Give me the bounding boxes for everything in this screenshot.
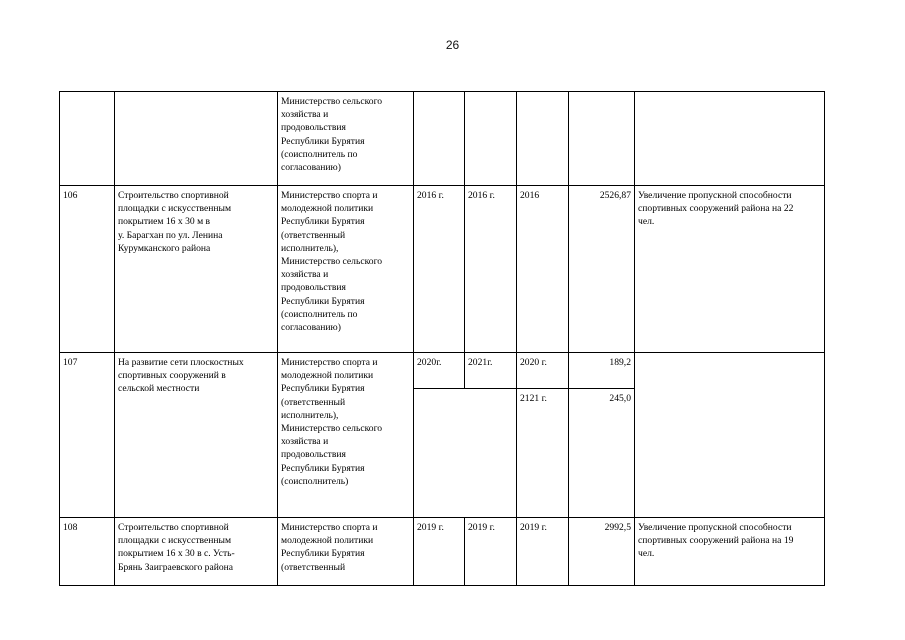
event-name-cell: Строительство спортивной площадки с искусственным покрытием 16 х 30 м в у. Барагхан по ул. Ленина Курумканского района [115,186,278,353]
empty-date-cell [414,389,517,518]
amount-cell: 189,2 [569,353,635,389]
event-name-cell [115,92,278,186]
executor-cell: Министерство спорта и молодежной политики Республики Бурятия (ответственный исполнитель), Министерство сельского хозяйства и продовольствия Республики Бурятия (соисполнитель по согласованию) [278,186,414,353]
executor-cell: Министерство спорта и молодежной политики Республики Бурятия (ответственный [278,518,414,586]
result-cell: Увеличение пропускной способности спортивных сооружений района на 19 чел. [635,518,825,586]
row-number-cell: 108 [60,518,115,586]
amount-cell [569,92,635,186]
start-date-cell: 2016 г. [414,186,465,353]
table-row [60,92,825,186]
amount-cell: 2526,87 [569,186,635,353]
event-name-cell: Строительство спортивной площадки с искусственным покрытием 16 х 30 в с. Усть- Брянь Заиграевского района [115,518,278,586]
end-date-cell [465,92,517,186]
year-cell: 2016 [517,186,569,353]
start-date-cell [414,92,465,186]
amount-cell: 2992,5 [569,518,635,586]
page-number: 26 [445,38,460,52]
year-cell: 2019 г. [517,518,569,586]
result-cell [635,92,825,186]
row-number-cell [60,92,115,186]
executor-cell: Министерство сельского хозяйства и продовольствия Республики Бурятия (соисполнитель по согласованию) [278,92,414,186]
start-date-cell: 2019 г. [414,518,465,586]
table-row [60,518,825,586]
end-date-cell: 2019 г. [465,518,517,586]
start-date-cell: 2020г. [414,353,465,389]
program-table [59,91,825,586]
end-date-cell: 2016 г. [465,186,517,353]
amount-cell: 245,0 [569,389,635,518]
year-cell [517,92,569,186]
event-name-cell: На развитие сети плоскостных спортивных сооружений в сельской местности [115,353,278,518]
row-number-cell: 106 [60,186,115,353]
result-cell [635,353,825,518]
end-date-cell: 2021г. [465,353,517,389]
year-cell: 2121 г. [517,389,569,518]
result-cell: Увеличение пропускной способности спортивных сооружений района на 22 чел. [635,186,825,353]
executor-cell: Министерство спорта и молодежной политики Республики Бурятия (ответственный исполнитель), Министерство сельского хозяйства и продовольствия Республики Бурятия (соисполнитель) [278,353,414,518]
table-row [60,353,825,389]
table-row [60,186,825,353]
row-number-cell: 107 [60,353,115,518]
year-cell: 2020 г. [517,353,569,389]
